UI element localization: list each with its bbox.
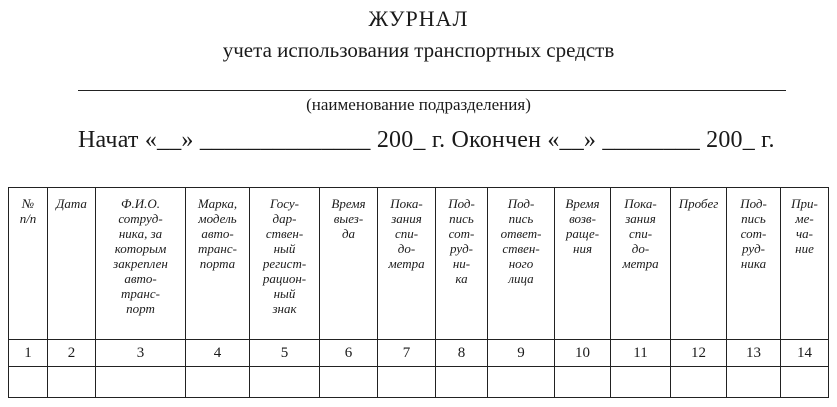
entry-cell[interactable] bbox=[727, 367, 781, 398]
column-number-row bbox=[9, 340, 829, 367]
division-caption: (наименование подразделения) bbox=[306, 95, 531, 114]
division-line bbox=[78, 90, 786, 91]
column-number: 12 bbox=[671, 340, 727, 367]
column-header-employee-signature: Под- пись сот- руд- ни- ка bbox=[436, 188, 488, 340]
column-header-return-time: Время возв- раще- ния bbox=[555, 188, 611, 340]
column-header-departure-time: Время выез- да bbox=[320, 188, 378, 340]
column-header-note: При- ме- ча- ние bbox=[781, 188, 829, 340]
entry-cell[interactable] bbox=[320, 367, 378, 398]
entry-cell[interactable] bbox=[436, 367, 488, 398]
entry-cell[interactable] bbox=[378, 367, 436, 398]
column-number: 6 bbox=[320, 340, 378, 367]
column-number: 2 bbox=[48, 340, 96, 367]
column-header-date: Дата bbox=[48, 188, 96, 340]
column-number: 1 bbox=[9, 340, 48, 367]
column-number: 4 bbox=[186, 340, 250, 367]
column-number: 13 bbox=[727, 340, 781, 367]
entry-cell[interactable] bbox=[781, 367, 829, 398]
journal-subtitle: учета использования транспортных средств bbox=[222, 38, 615, 62]
entry-cell[interactable] bbox=[9, 367, 48, 398]
entry-cell[interactable] bbox=[96, 367, 186, 398]
column-header-mileage: Пробег bbox=[671, 188, 727, 340]
column-number: 8 bbox=[436, 340, 488, 367]
column-header-employee-signature-return: Под- пись сот- руд- ника bbox=[727, 188, 781, 340]
entry-cell[interactable] bbox=[555, 367, 611, 398]
column-header-number: № п/п bbox=[9, 188, 48, 340]
empty-entry-row bbox=[9, 367, 829, 398]
column-header-odometer-in: Пока- зания спи- до- метра bbox=[611, 188, 671, 340]
column-header-responsible-signature: Под- пись ответ- ствен- ного лица bbox=[488, 188, 555, 340]
column-number: 7 bbox=[378, 340, 436, 367]
entry-cell[interactable] bbox=[250, 367, 320, 398]
entry-cell[interactable] bbox=[186, 367, 250, 398]
column-number: 14 bbox=[781, 340, 829, 367]
start-end-dates-line: Начат «__» ______________ 200_ г. Окончен «__» ________ 200_ г. bbox=[78, 127, 775, 153]
column-number: 10 bbox=[555, 340, 611, 367]
entry-cell[interactable] bbox=[671, 367, 727, 398]
column-number: 3 bbox=[96, 340, 186, 367]
column-number: 9 bbox=[488, 340, 555, 367]
column-number: 11 bbox=[611, 340, 671, 367]
column-header-vehicle-model: Марка, модель авто- транс- порта bbox=[186, 188, 250, 340]
entry-cell[interactable] bbox=[611, 367, 671, 398]
column-header-odometer-out: Пока- зания спи- до- метра bbox=[378, 188, 436, 340]
entry-cell[interactable] bbox=[488, 367, 555, 398]
table-header-row bbox=[9, 188, 829, 340]
column-number: 5 bbox=[250, 340, 320, 367]
entry-cell[interactable] bbox=[48, 367, 96, 398]
journal-title: ЖУРНАЛ bbox=[368, 6, 469, 31]
column-header-registration-plate: Госу- дар- ствен- ный регист- рацион- ный знак bbox=[250, 188, 320, 340]
journal-table bbox=[8, 187, 829, 398]
column-header-employee-name: Ф.И.О. сотруд- ника, за которым закреплен авто- транс- порт bbox=[96, 188, 186, 340]
